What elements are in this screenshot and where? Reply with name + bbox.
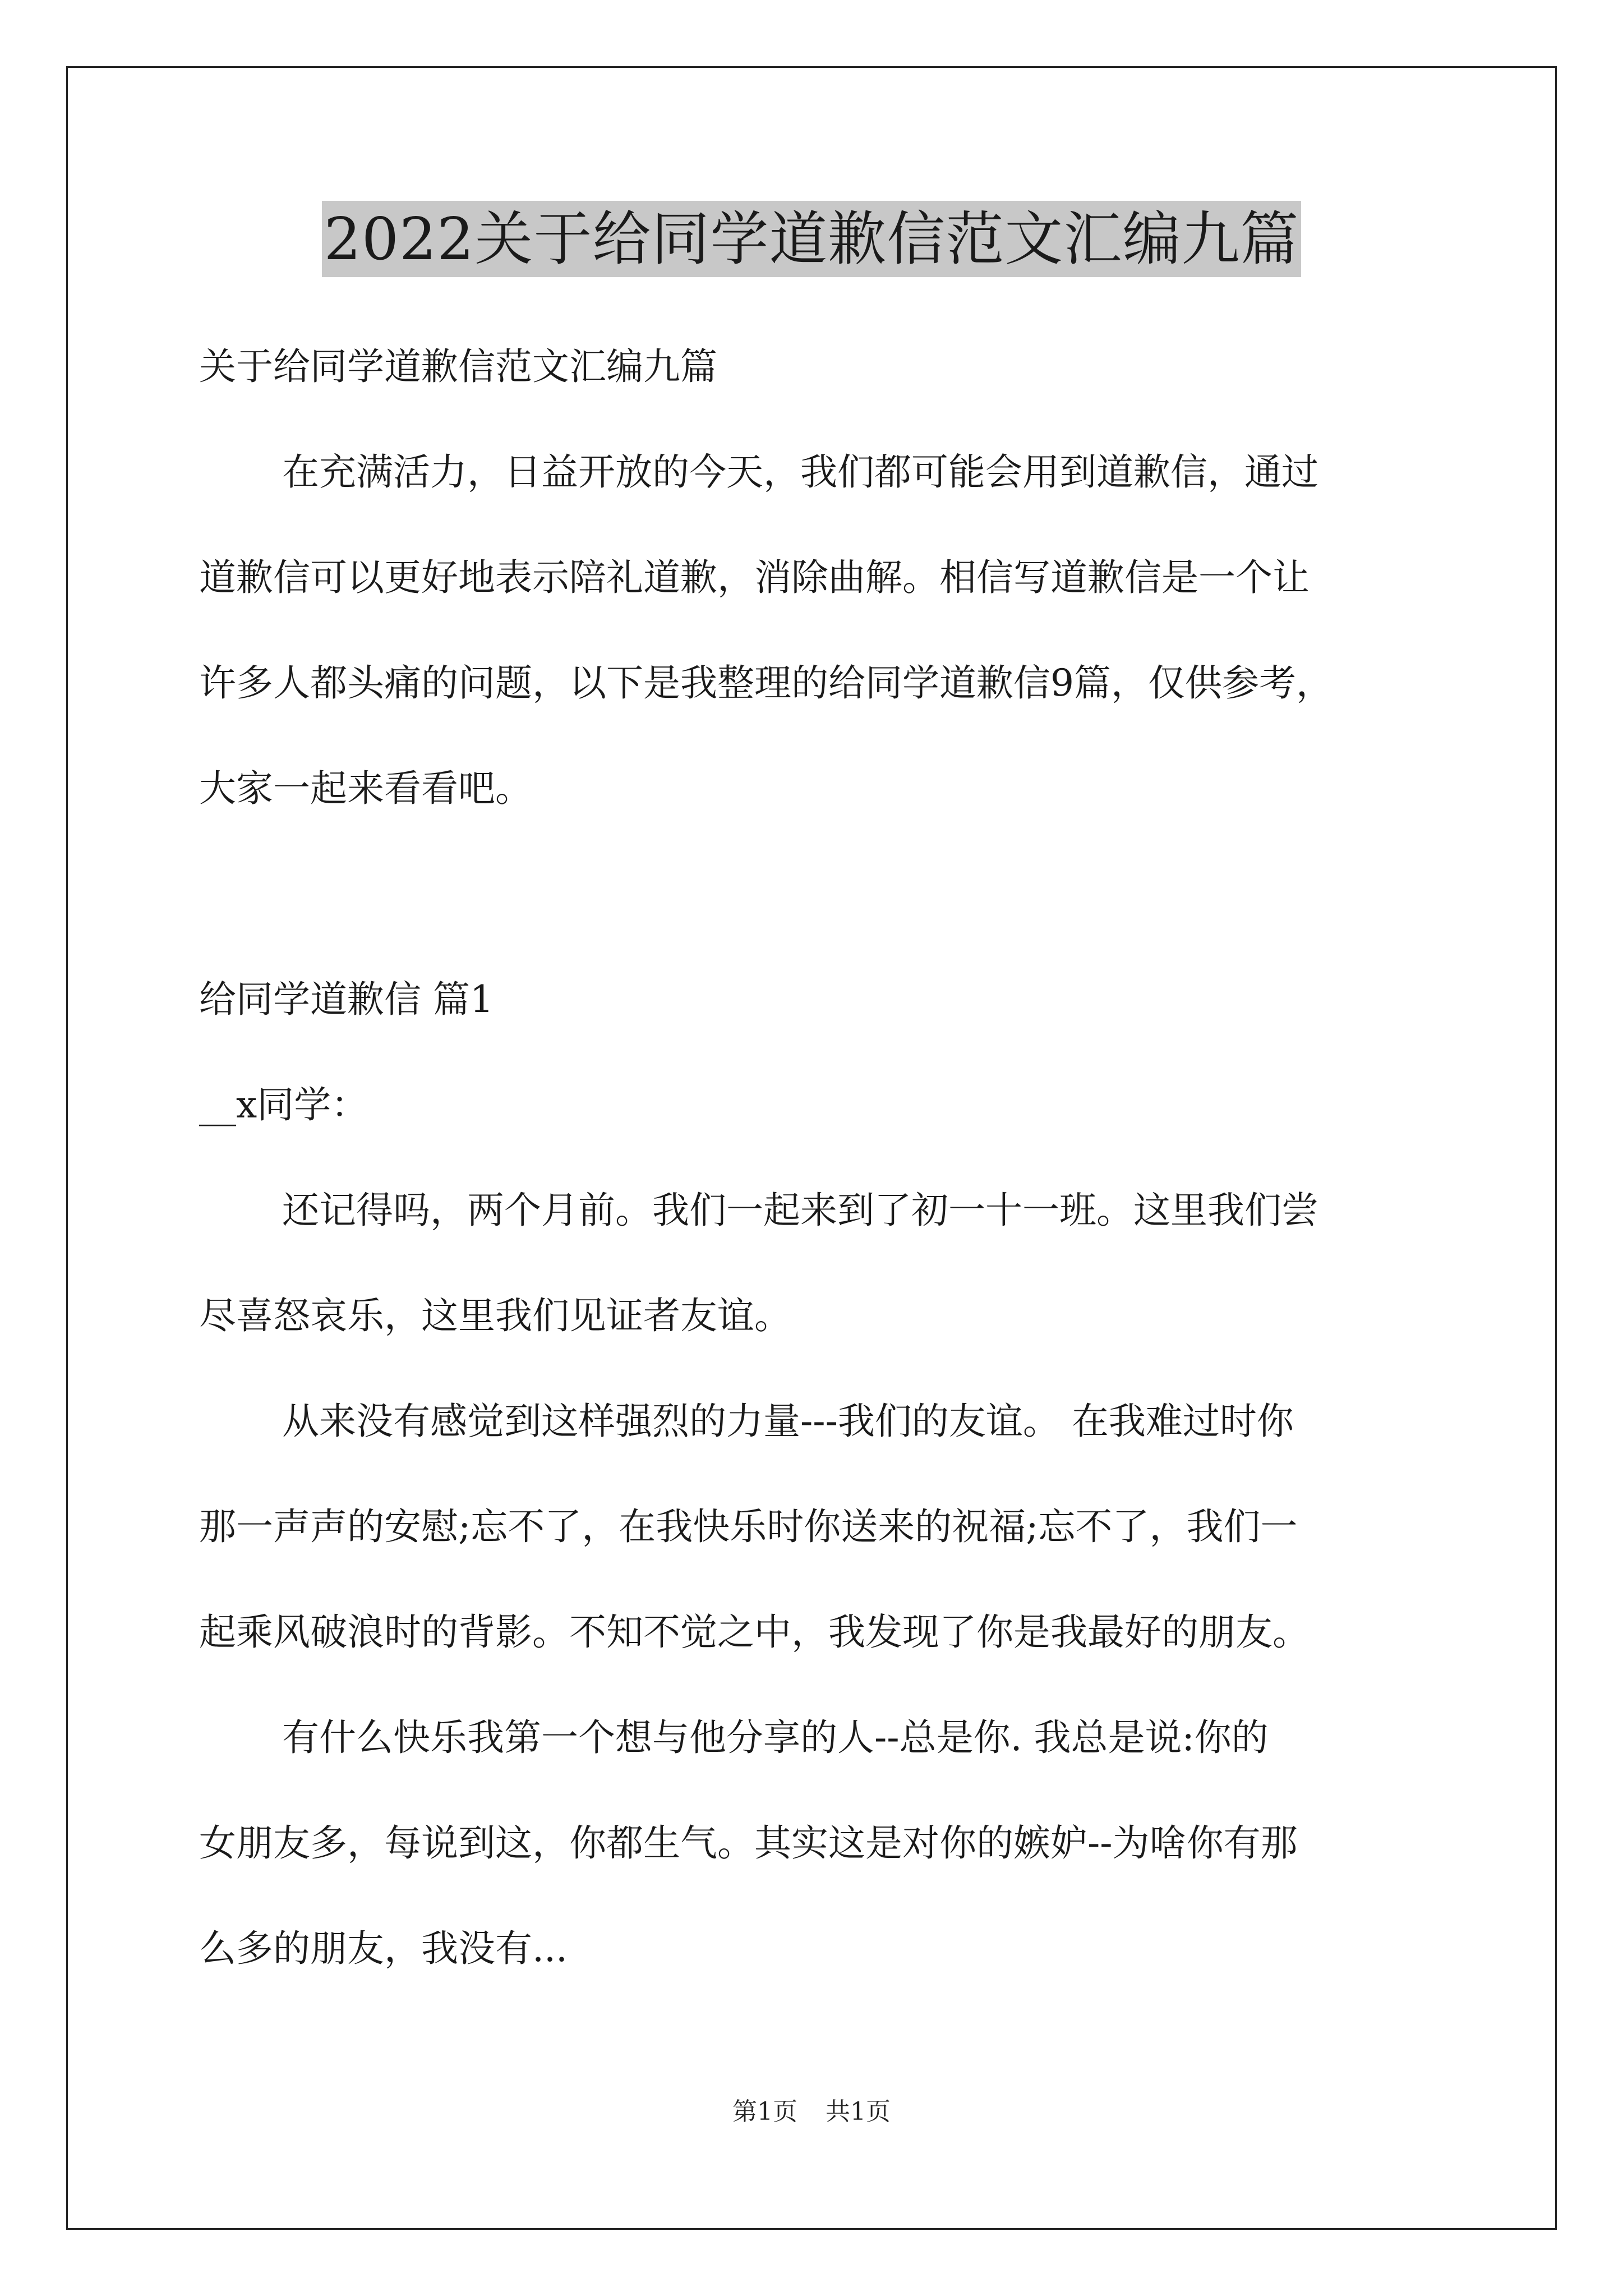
paragraph-3-line-1: 有什么快乐我第一个想与他分享的人--总是你. 我总是说:你的: [282, 1716, 1269, 1759]
page-number: 第1页: [732, 2097, 797, 2126]
paragraph-3-line-3: 么多的朋友，我没有...: [199, 1927, 568, 1970]
page-total: 共1页: [826, 2097, 891, 2126]
section-spacer: [199, 841, 1461, 947]
paragraph-1-line-1: 还记得吗，两个月前。我们一起来到了初一十一班。这里我们尝: [282, 1189, 1318, 1232]
section-heading: 给同学道歉信 篇1: [199, 978, 494, 1021]
paragraph-2-line-1: 从来没有感觉到这样强烈的力量---我们的友谊。 在我难过时你: [282, 1400, 1294, 1443]
paragraph-1-line-2: 尽喜怒哀乐，这里我们见证者友谊。: [199, 1294, 791, 1337]
paragraph-2-line-3: 起乘风破浪时的背影。不知不觉之中，我发现了你是我最好的朋友。: [199, 1611, 1310, 1654]
letter-salutation: __x同学：: [199, 1083, 368, 1126]
intro-line-2: 道歉信可以更好地表示陪礼道歉，消除曲解。相信写道歉信是一个让: [199, 556, 1310, 599]
intro-line-4: 大家一起来看看吧。: [199, 767, 532, 810]
document-body: [199, 314, 1461, 2001]
intro-line-3: 许多人都头痛的问题，以下是我整理的给同学道歉信9篇，仅供参考，: [199, 661, 1333, 705]
document-subtitle: 关于给同学道歉信范文汇编九篇: [199, 345, 717, 388]
intro-line-1: 在充满活力，日益开放的今天，我们都可能会用到道歉信，通过: [282, 450, 1318, 494]
title-container: [0, 201, 1623, 277]
paragraph-3-line-2: 女朋友多，每说到这，你都生气。其实这是对你的嫉妒--为啥你有那: [199, 1821, 1298, 1865]
page-footer: [0, 2091, 1623, 2127]
paragraph-2-line-2: 那一声声的安慰;忘不了，在我快乐时你送来的祝福;忘不了，我们一: [199, 1505, 1298, 1548]
document-title: 2022关于给同学道歉信范文汇编九篇: [322, 201, 1302, 277]
